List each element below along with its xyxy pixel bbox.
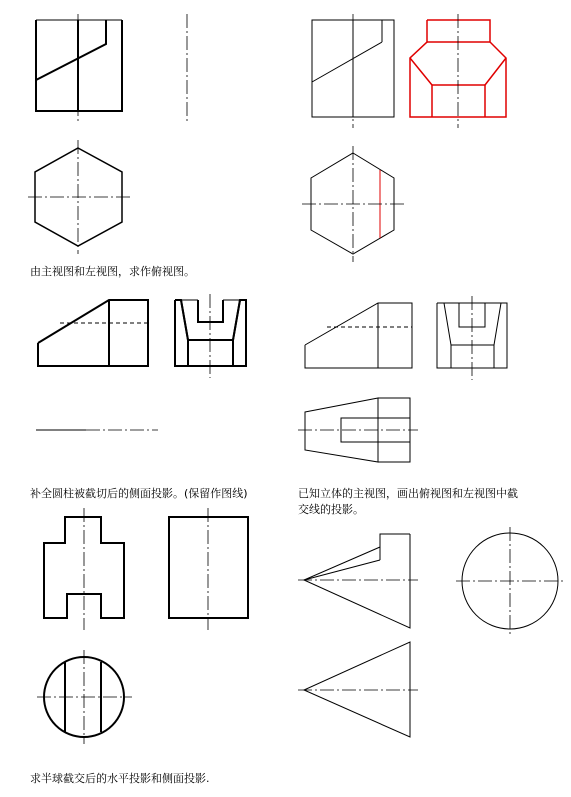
problem-2-answer-side-view bbox=[437, 296, 507, 380]
problem-1-answer-front-view bbox=[312, 14, 394, 128]
problem-1-answer bbox=[302, 14, 506, 262]
problem-3-side-view bbox=[169, 508, 248, 630]
problem-3-caption-line-1: 已知立体的主视图，画出俯视图和左视图中截 bbox=[298, 487, 518, 500]
problem-3-top-view bbox=[37, 650, 132, 744]
problem-3-front-view bbox=[44, 508, 124, 630]
problem-4-front-view bbox=[298, 534, 418, 628]
problem-2-caption: 补全圆柱被截切后的侧面投影。(保留作图线) bbox=[30, 487, 248, 500]
problem-2-answer bbox=[298, 296, 507, 462]
problem-3-caption-line-2: 交线的投影。 bbox=[298, 503, 364, 516]
problem-2-answer-front-view bbox=[305, 303, 412, 368]
problem-1-front-view bbox=[36, 14, 122, 122]
problem-2-front-view bbox=[38, 300, 148, 366]
problem-4-question bbox=[298, 527, 566, 737]
problem-4-side-view bbox=[456, 527, 566, 636]
problem-2-side-view bbox=[175, 294, 246, 378]
problem-4-caption: 求半球截交后的水平投影和侧面投影. bbox=[30, 772, 210, 785]
problem-2-answer-top-view bbox=[298, 398, 418, 462]
problem-1-answer-side-view bbox=[410, 14, 506, 128]
problem-1-answer-top-view bbox=[302, 146, 404, 262]
problem-1-top-view-hexagon bbox=[28, 140, 130, 254]
problem-4-top-view bbox=[298, 642, 418, 737]
problem-1-caption: 由主视图和左视图，求作俯视图。 bbox=[30, 265, 195, 278]
problem-1-question bbox=[28, 14, 187, 254]
problem-2-question bbox=[36, 294, 246, 430]
problem-3-question bbox=[37, 508, 248, 744]
